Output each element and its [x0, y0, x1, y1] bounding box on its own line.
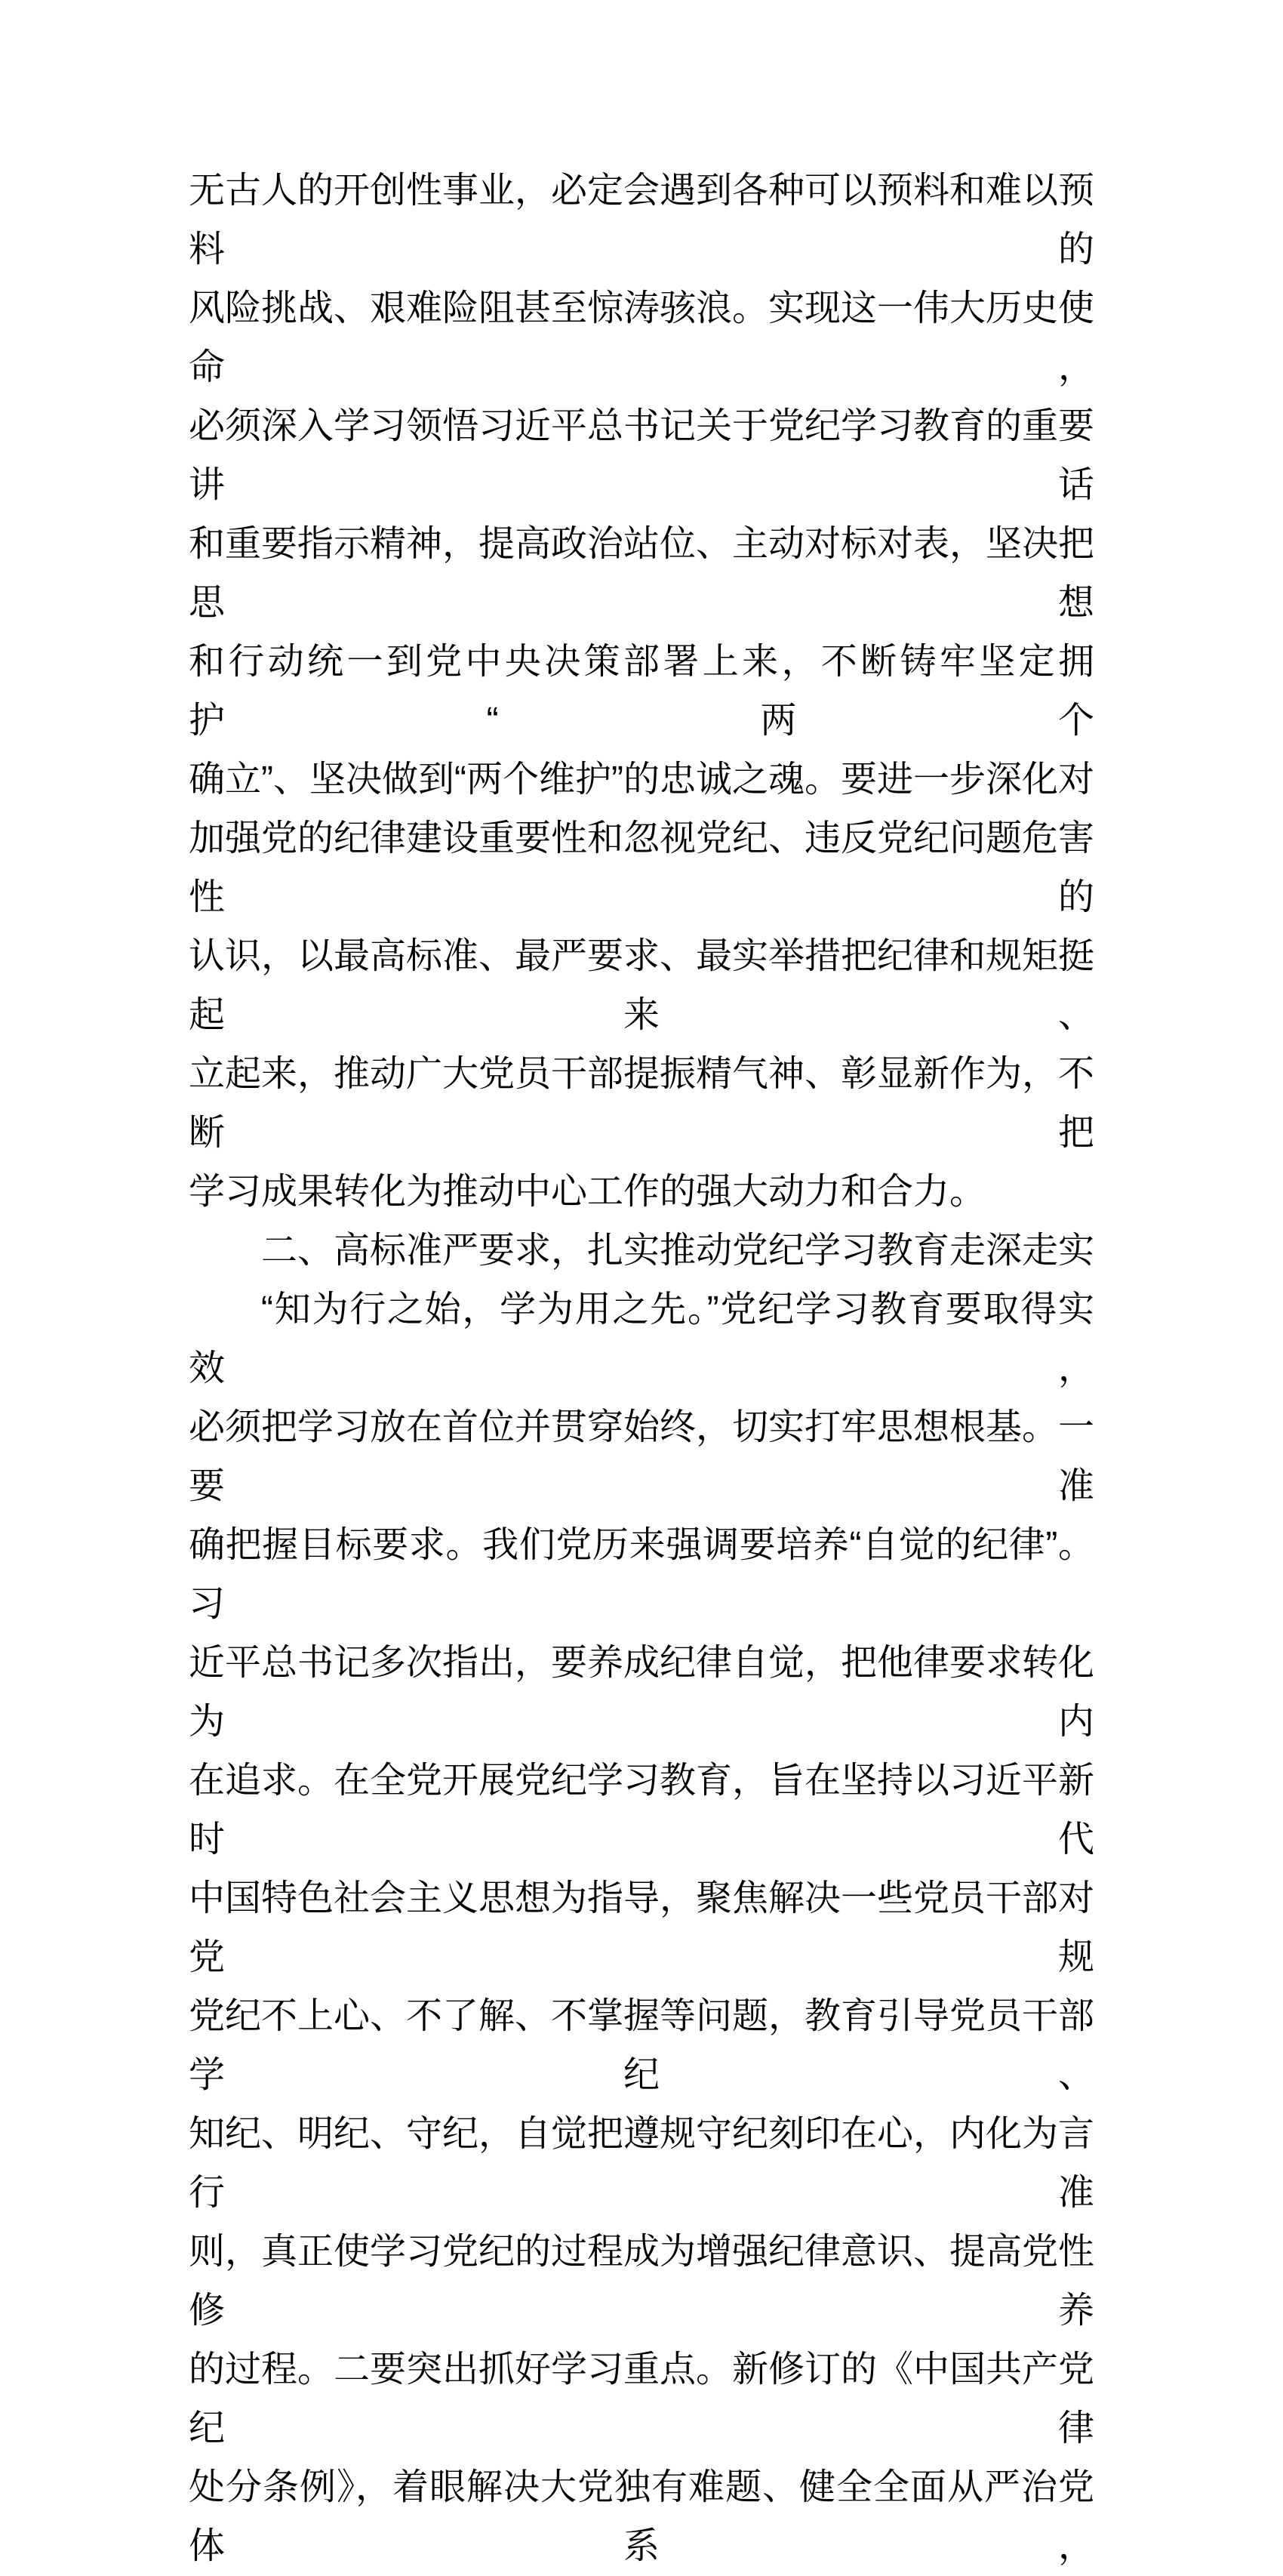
text-line: 则，真正使学习党纪的过程成为增强纪律意识、提高党性修养 [189, 2232, 1095, 2331]
text-line: 必须深入学习领悟习近平总书记关于党纪学习教育的重要讲话 [189, 406, 1095, 505]
text-line: 必须把学习放在首位并贯穿始终，切实打牢思想根基。一要准 [189, 1407, 1095, 1506]
text-line: 认识，以最高标准、最严要求、最实举措把纪律和规矩挺起来、 [189, 936, 1095, 1035]
text-line: 中国特色社会主义思想为指导，聚焦解决一些党员干部对党规 [189, 1878, 1095, 1977]
text-line: 无古人的开创性事业，必定会遇到各种可以预料和难以预料的 [189, 171, 1095, 270]
text-line: 知纪、明纪、守纪，自觉把遵规守纪刻印在心，内化为言行准 [189, 2114, 1095, 2213]
text-line: 近平总书记多次指出，要养成纪律自觉，把他律要求转化为内 [189, 1643, 1095, 1742]
text-line: 加强党的纪律建设重要性和忽视党纪、违反党纪问题危害性的 [189, 818, 1095, 917]
section-heading: 二、高标准严要求，扎实推动党纪学习教育走深走实 [261, 1231, 1095, 1271]
text-line: 和行动统一到党中央决策部署上来，不断铸牢坚定拥护“两个 [189, 642, 1094, 741]
text-line: 确立”、坚决做到“两个维护”的忠诚之魂。要进一步深化对 [189, 760, 1094, 800]
text-line: “知为行之始，学为用之先。”党纪学习教育要取得实效， [189, 1290, 1094, 1388]
text-line: 立起来，推动广大党员干部提振精气神、彰显新作为，不断把 [189, 1054, 1095, 1153]
text-line: 党纪不上心、不了解、不掌握等问题，教育引导党员干部学纪、 [189, 1996, 1095, 2095]
text-line: 和重要指示精神，提高政治站位、主动对标对表，坚决把思想 [189, 524, 1095, 623]
text-line: 在追求。在全党开展党纪学习教育，旨在坚持以习近平新时代 [189, 1761, 1095, 1860]
text-line: 处分条例》，着眼解决大党独有难题、健全全面从严治党体系， [189, 2467, 1094, 2566]
text-line: 风险挑战、艰难险阻甚至惊涛骇浪。实现这一伟大历史使命， [189, 288, 1095, 387]
text-line: 学习成果转化为推动中心工作的强大动力和合力。 [189, 1172, 986, 1212]
text-block [189, 162, 1094, 2576]
text-line: 的过程。二要突出抓好学习重点。新修订的《中国共产党纪律 [189, 2350, 1095, 2448]
text-line: 确把握目标要求。我们党历来强调要培养“自觉的纪律”。习 [189, 1525, 1094, 1624]
